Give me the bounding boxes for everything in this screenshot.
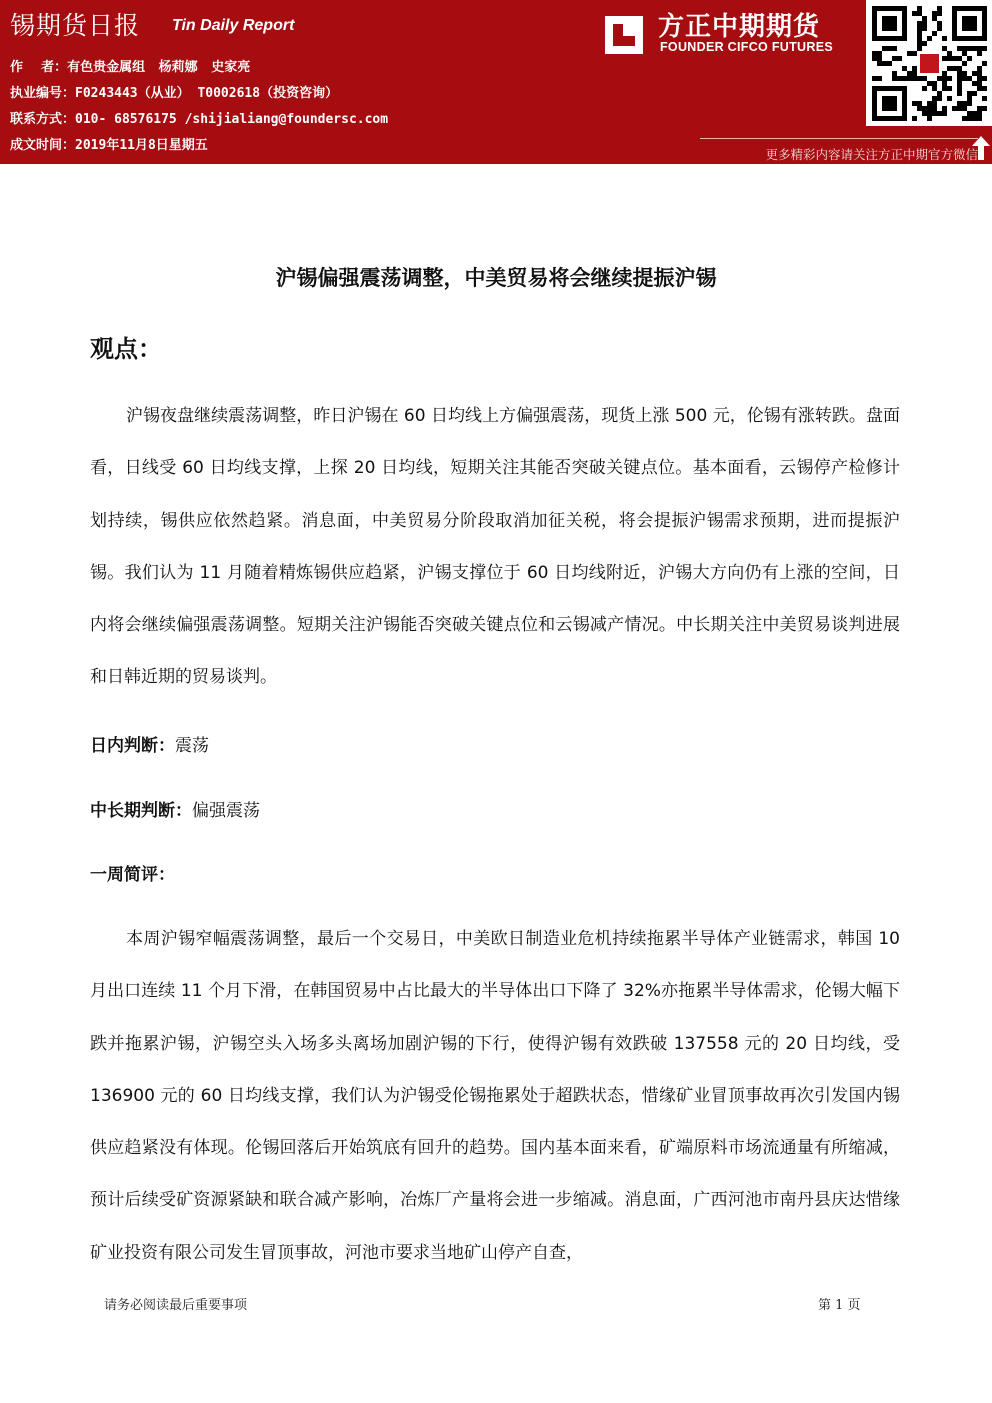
company-logo-icon [603, 14, 645, 56]
contact-line [10, 108, 388, 127]
report-header [0, 0, 992, 164]
longterm-judgement [90, 796, 260, 821]
author-label: 作 者： [10, 60, 68, 75]
date-value: 2019年11月8日星期五 [75, 138, 208, 153]
date-label: 成文时间： [10, 138, 76, 153]
author-line [10, 56, 250, 75]
follow-wechat-text: 更多精彩内容请关注方正中期官方微信 [765, 147, 978, 162]
license-value: F0243443（从业） T0002618（投资咨询） [75, 86, 339, 101]
company-name-cn: 方正中期期货 [658, 12, 821, 42]
report-title-en: Tin Daily Report [172, 17, 295, 34]
contact-label: 联系方式： [10, 112, 76, 127]
weekly-review-heading: 一周简评： [90, 865, 175, 885]
header-divider [700, 138, 978, 139]
license-label: 执业编号： [10, 86, 76, 101]
license-line [10, 82, 338, 101]
section-heading-viewpoint: 观点： [90, 335, 162, 363]
qr-code-icon [866, 0, 992, 126]
page-number: 第 1 页 [818, 1298, 861, 1313]
contact-value: 010- 68576175 /shijialiang@foundersc.com [75, 112, 389, 127]
date-line [10, 134, 208, 153]
author-value: 有色贵金属组 杨莉娜 史家亮 [67, 60, 251, 75]
weekly-review-paragraph: 本周沪锡窄幅震荡调整，最后一个交易日，中美欧日制造业危机持续拖累半导体产业链需求，韩国 10 月出口连续 11 个月下滑，在韩国贸易中占比最大的半导体出口下降了 32%亦拖累半导体需求，伦锡大幅下跌并拖累沪锡，沪锡空头入场多头离场加剧沪锡的下行，使得沪锡有效跌破 137558 元的 20 日均线，受 136900 元的 60 日均线支撑，我们认为沪锡受伦锡拖累处于超跌状态，惜缘矿业冒顶事故再次引发国内锡供应趋紧没有体现。伦锡回落后开始筑底有回升的趋势。国内基本面来看，矿端原料市场流通量有所缩减，预计后续受矿资源紧缺和联合减产影响，冶炼厂产量将会进一步缩减。消息面，广西河池市南丹县庆达惜缘矿业投资有限公司发生冒顶事故，河池市要求当地矿山停产自查， [90, 929, 900, 1263]
intraday-value: 震荡 [175, 736, 209, 756]
viewpoint-paragraph: 沪锡夜盘继续震荡调整，昨日沪锡在 60 日均线上方偏强震荡，现货上涨 500 元，伦锡有涨转跌。盘面看，日线受 60 日均线支撑，上探 20 日均线，短期关注其能否突破关键点位。基本面看，云锡停产检修计划持续，锡供应依然趋紧。消息面，中美贸易分阶段取消加征关税，将会提振沪锡需求预期，进而提振沪锡。我们认为 11 月随着精炼锡供应趋紧，沪锡支撑位于 60 日均线附近，沪锡大方向仍有上涨的空间，日内将会继续偏强震荡调整。短期关注沪锡能否突破关键点位和云锡减产情况。中长期关注中美贸易谈判进展和日韩近期的贸易谈判。 [90, 406, 900, 688]
document-title: 沪锡偏强震荡调整，中美贸易将会继续提振沪锡 [275, 266, 717, 290]
intraday-label: 日内判断： [90, 736, 175, 756]
report-title-cn: 锡期货日报 [10, 11, 141, 40]
up-arrow-icon [972, 136, 990, 160]
company-name-en: FOUNDER CIFCO FUTURES [660, 40, 833, 54]
longterm-value: 偏强震荡 [192, 801, 260, 821]
footer-notice: 请务必阅读最后重要事项 [104, 1298, 248, 1313]
longterm-label: 中长期判断： [90, 801, 192, 821]
intraday-judgement [90, 731, 209, 756]
qr-code[interactable] [866, 0, 992, 126]
